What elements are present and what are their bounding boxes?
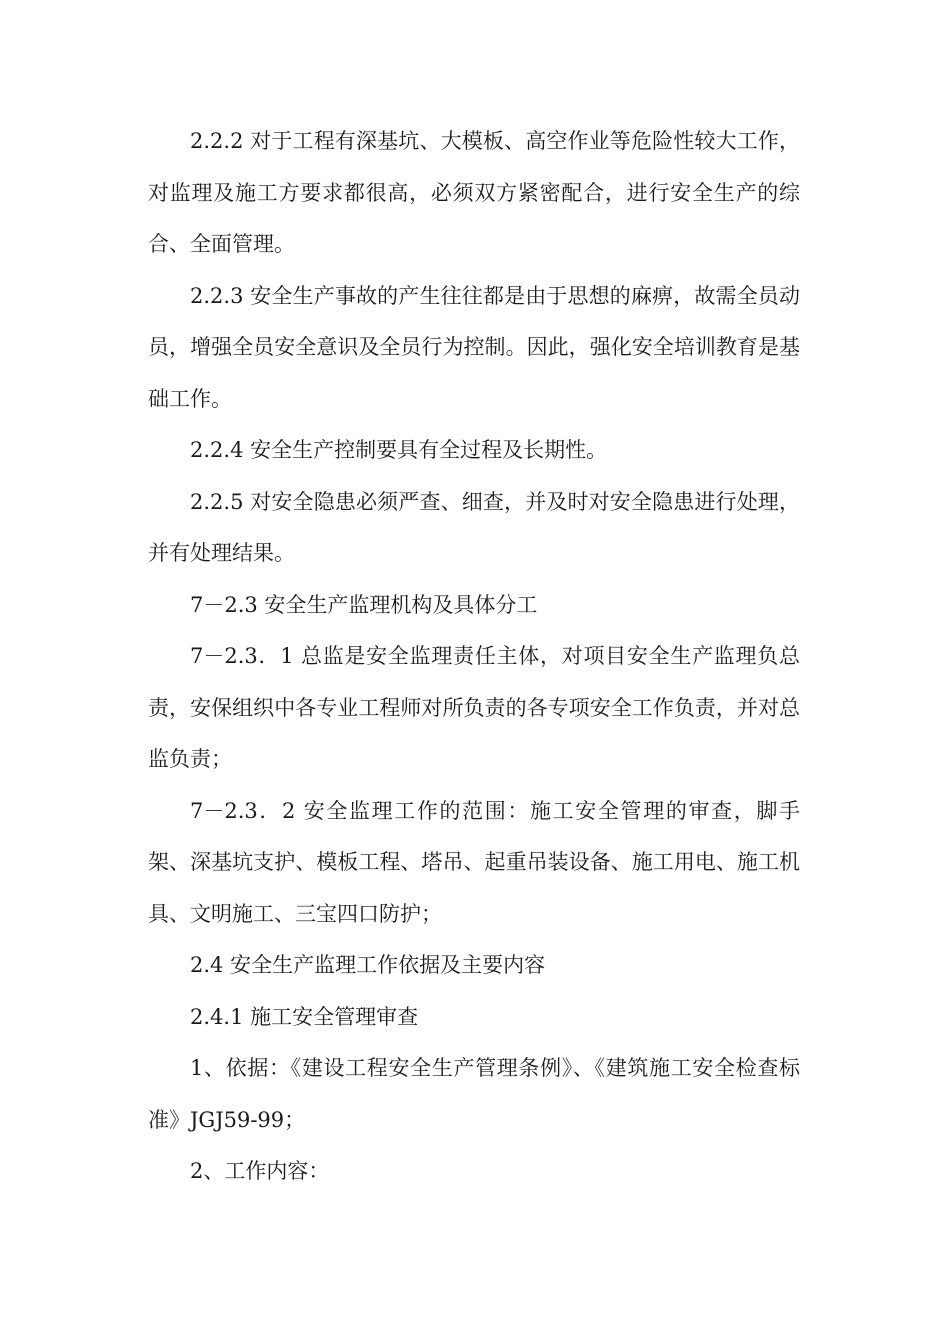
paragraph-7-2-3-1: 7－2.3．1 总监是安全监理责任主体，对项目安全生产监理负总责，安保组织中各专业工程师对所负责的各专项安全工作负责，并对总监负责； bbox=[148, 644, 800, 771]
section-heading-2-4: 2.4 安全生产监理工作依据及主要内容 bbox=[190, 953, 546, 977]
list-item-2-work-content: 2、工作内容： bbox=[190, 1159, 330, 1183]
list-item-1-basis: 1、依据：《建设工程安全生产管理条例》、《建筑施工安全检查标准》JGJ59-99； bbox=[148, 1056, 800, 1132]
paragraph-2-2-4: 2.2.4 安全生产控制要具有全过程及长期性。 bbox=[190, 438, 608, 462]
paragraph-2-2-3: 2.2.3 安全生产事故的产生往往都是由于思想的麻痹，故需全员动员，增强全员安全意识及全员行为控制。因此，强化安全培训教育是基础工作。 bbox=[148, 283, 800, 411]
section-heading-7-2-3: 7－2.3 安全生产监理机构及具体分工 bbox=[190, 592, 538, 617]
paragraph-2-2-5: 2.2.5 对安全隐患必须严查、细查，并及时对安全隐患进行处理，并有处理结果。 bbox=[148, 489, 800, 565]
paragraph-7-2-3-2: 7－2.3．2 安全监理工作的范围：施工安全管理的审查，脚手架、深基坑支护、模板工程、塔吊、起重吊装设备、施工用电、施工机具、文明施工、三宝四口防护； bbox=[148, 798, 800, 926]
paragraph-2-2-2: 2.2.2 对于工程有深基坑、大模板、高空作业等危险性较大工作，对监理及施工方要求都很高，必须双方紧密配合，进行安全生产的综合、全面管理。 bbox=[148, 129, 800, 256]
subsection-heading-2-4-1: 2.4.1 施工安全管理审查 bbox=[190, 1004, 419, 1029]
document-body bbox=[148, 116, 800, 1198]
